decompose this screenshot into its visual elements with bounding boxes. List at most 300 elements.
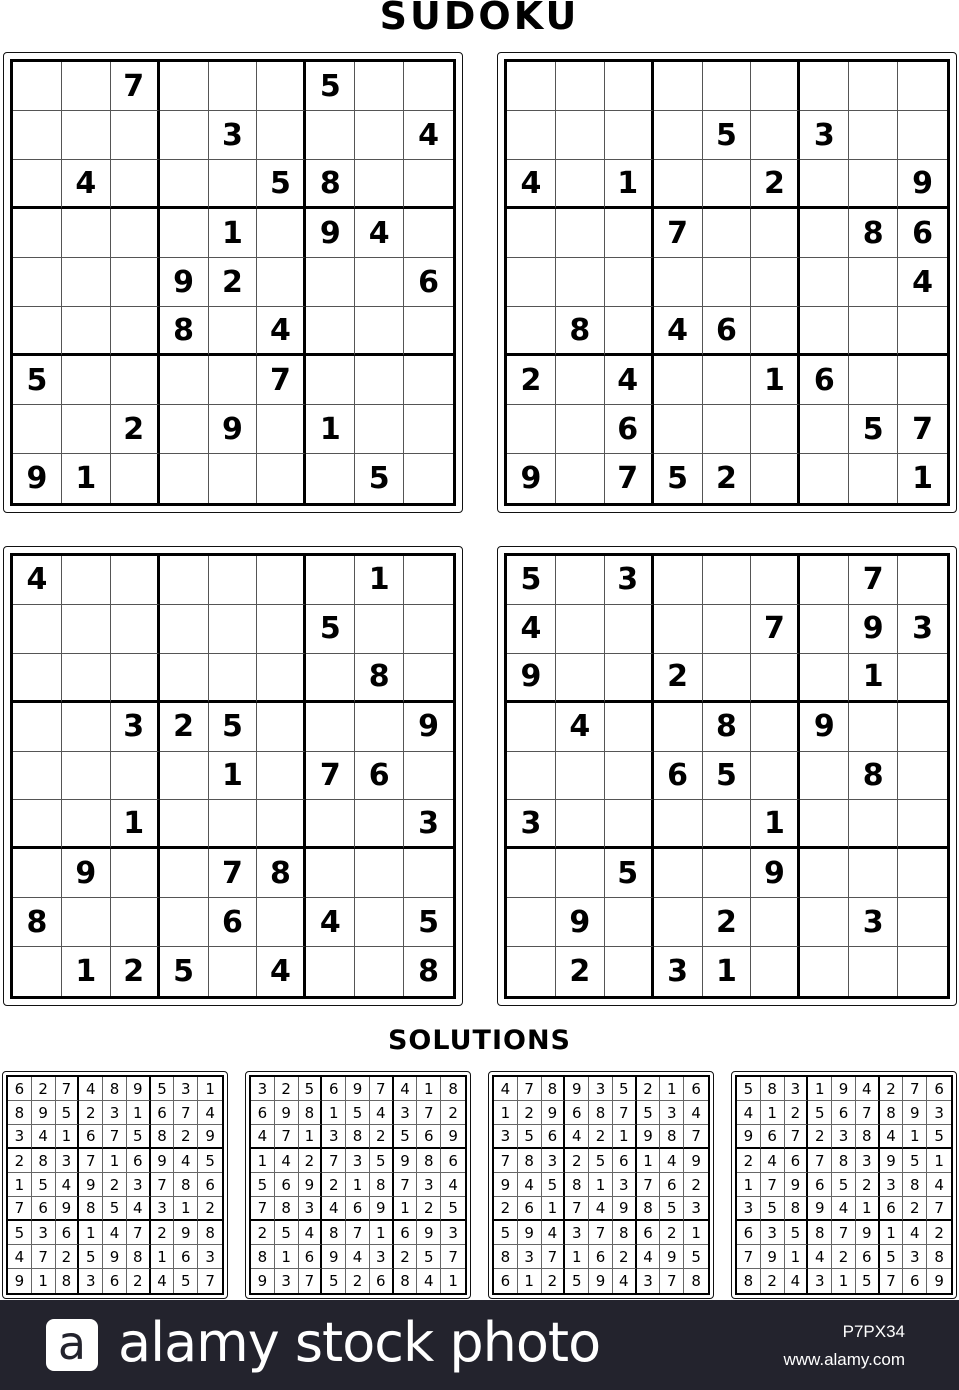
- empty-cell[interactable]: [800, 405, 849, 454]
- empty-cell[interactable]: [556, 849, 605, 898]
- empty-cell[interactable]: [160, 800, 209, 849]
- empty-cell[interactable]: [13, 654, 62, 703]
- empty-cell[interactable]: [209, 556, 258, 605]
- empty-cell[interactable]: [306, 258, 355, 307]
- empty-cell[interactable]: [703, 556, 752, 605]
- empty-cell[interactable]: [654, 800, 703, 849]
- empty-cell[interactable]: [800, 605, 849, 654]
- empty-cell[interactable]: [355, 898, 404, 947]
- empty-cell[interactable]: [404, 556, 453, 605]
- solution-cell: 2: [299, 1149, 323, 1173]
- empty-cell[interactable]: [62, 307, 111, 356]
- empty-cell[interactable]: [13, 160, 62, 209]
- empty-cell[interactable]: [898, 752, 947, 801]
- solution-cell: 5: [565, 1269, 589, 1293]
- given-cell: 2: [507, 356, 556, 405]
- empty-cell[interactable]: [160, 209, 209, 258]
- solution-cell: 8: [299, 1101, 323, 1125]
- solution-cell: 8: [174, 1173, 198, 1197]
- empty-cell[interactable]: [751, 947, 800, 996]
- solution-cell: 3: [441, 1221, 465, 1245]
- empty-cell[interactable]: [160, 356, 209, 405]
- given-cell: 5: [355, 454, 404, 503]
- empty-cell[interactable]: [209, 454, 258, 503]
- empty-cell[interactable]: [355, 160, 404, 209]
- empty-cell[interactable]: [898, 111, 947, 160]
- empty-cell[interactable]: [355, 111, 404, 160]
- empty-cell[interactable]: [849, 849, 898, 898]
- empty-cell[interactable]: [355, 356, 404, 405]
- empty-cell[interactable]: [800, 209, 849, 258]
- empty-cell[interactable]: [703, 258, 752, 307]
- empty-cell[interactable]: [355, 307, 404, 356]
- empty-cell[interactable]: [654, 62, 703, 111]
- empty-cell[interactable]: [257, 898, 306, 947]
- empty-cell[interactable]: [605, 62, 654, 111]
- empty-cell[interactable]: [111, 898, 160, 947]
- empty-cell[interactable]: [257, 111, 306, 160]
- empty-cell[interactable]: [507, 209, 556, 258]
- solution-cell: 4: [251, 1125, 275, 1149]
- empty-cell[interactable]: [306, 947, 355, 996]
- given-cell: 1: [912, 461, 933, 496]
- empty-cell[interactable]: [160, 605, 209, 654]
- empty-cell[interactable]: [556, 800, 605, 849]
- empty-cell[interactable]: [605, 654, 654, 703]
- solution-cell: 2: [542, 1269, 566, 1293]
- empty-cell[interactable]: [111, 307, 160, 356]
- empty-cell[interactable]: [703, 605, 752, 654]
- empty-cell[interactable]: [605, 898, 654, 947]
- empty-cell[interactable]: [849, 800, 898, 849]
- solution-board-3: [488, 1071, 714, 1299]
- empty-cell[interactable]: [849, 703, 898, 752]
- empty-cell[interactable]: [160, 62, 209, 111]
- empty-cell[interactable]: [751, 111, 800, 160]
- empty-cell[interactable]: [355, 405, 404, 454]
- empty-cell[interactable]: [800, 752, 849, 801]
- solution-cell: 6: [903, 1269, 927, 1293]
- empty-cell[interactable]: [605, 752, 654, 801]
- solution-cell: 8: [737, 1269, 761, 1293]
- empty-cell[interactable]: [605, 800, 654, 849]
- solution-cell: 7: [8, 1197, 32, 1221]
- solution-cell: 7: [737, 1245, 761, 1269]
- solution-cell: 2: [684, 1173, 708, 1197]
- empty-cell[interactable]: [13, 947, 62, 996]
- solution-cell: 2: [613, 1245, 637, 1269]
- given-cell: 1: [605, 160, 654, 209]
- empty-cell[interactable]: [898, 556, 947, 605]
- empty-cell[interactable]: [800, 800, 849, 849]
- empty-cell[interactable]: [306, 356, 355, 405]
- empty-cell[interactable]: [160, 454, 209, 503]
- given-cell: 1: [209, 752, 258, 801]
- empty-cell[interactable]: [257, 752, 306, 801]
- solution-cell: 1: [8, 1173, 32, 1197]
- given-cell: 1: [703, 947, 752, 996]
- empty-cell[interactable]: [800, 258, 849, 307]
- solution-cell: 7: [174, 1101, 198, 1125]
- empty-cell[interactable]: [507, 752, 556, 801]
- empty-cell[interactable]: [62, 111, 111, 160]
- given-cell: 9: [404, 703, 453, 752]
- given-cell: 6: [654, 752, 703, 801]
- empty-cell[interactable]: [160, 654, 209, 703]
- empty-cell[interactable]: [800, 556, 849, 605]
- solution-cell: 5: [103, 1197, 127, 1221]
- empty-cell[interactable]: [751, 209, 800, 258]
- empty-cell[interactable]: [257, 454, 306, 503]
- empty-cell[interactable]: [703, 62, 752, 111]
- empty-cell[interactable]: [849, 356, 898, 405]
- empty-cell[interactable]: [306, 111, 355, 160]
- empty-cell[interactable]: [209, 947, 258, 996]
- empty-cell[interactable]: [111, 258, 160, 307]
- empty-cell[interactable]: [849, 160, 898, 209]
- empty-cell[interactable]: [654, 556, 703, 605]
- empty-cell[interactable]: [306, 556, 355, 605]
- empty-cell[interactable]: [703, 849, 752, 898]
- empty-cell[interactable]: [209, 605, 258, 654]
- empty-cell[interactable]: [209, 307, 258, 356]
- empty-cell[interactable]: [404, 405, 453, 454]
- empty-cell[interactable]: [605, 111, 654, 160]
- empty-cell[interactable]: [605, 209, 654, 258]
- empty-cell[interactable]: [556, 111, 605, 160]
- solution-cell: 7: [322, 1149, 346, 1173]
- empty-cell[interactable]: [257, 62, 306, 111]
- solution-cell: 9: [151, 1149, 175, 1173]
- empty-cell[interactable]: [800, 160, 849, 209]
- empty-cell[interactable]: [62, 405, 111, 454]
- empty-cell[interactable]: [898, 356, 947, 405]
- empty-cell[interactable]: [605, 703, 654, 752]
- given-cell: 4: [654, 307, 703, 356]
- empty-cell[interactable]: [62, 800, 111, 849]
- empty-cell[interactable]: [849, 111, 898, 160]
- empty-cell[interactable]: [703, 356, 752, 405]
- given-cell: 9: [507, 454, 556, 503]
- empty-cell[interactable]: [355, 947, 404, 996]
- empty-cell[interactable]: [355, 605, 404, 654]
- empty-cell[interactable]: [257, 703, 306, 752]
- solution-cell: 3: [394, 1101, 418, 1125]
- solution-cell: 6: [761, 1125, 785, 1149]
- empty-cell[interactable]: [306, 703, 355, 752]
- empty-cell[interactable]: [209, 800, 258, 849]
- empty-cell[interactable]: [306, 849, 355, 898]
- empty-cell[interactable]: [111, 160, 160, 209]
- empty-cell[interactable]: [13, 703, 62, 752]
- empty-cell[interactable]: [849, 258, 898, 307]
- empty-cell[interactable]: [13, 209, 62, 258]
- empty-cell[interactable]: [111, 454, 160, 503]
- empty-cell[interactable]: [654, 849, 703, 898]
- solution-cell: 6: [8, 1077, 32, 1101]
- empty-cell[interactable]: [62, 703, 111, 752]
- empty-cell[interactable]: [507, 898, 556, 947]
- empty-cell[interactable]: [751, 454, 800, 503]
- empty-cell[interactable]: [556, 356, 605, 405]
- empty-cell[interactable]: [751, 752, 800, 801]
- empty-cell[interactable]: [800, 307, 849, 356]
- empty-cell[interactable]: [160, 556, 209, 605]
- empty-cell[interactable]: [898, 62, 947, 111]
- empty-cell[interactable]: [751, 62, 800, 111]
- empty-cell[interactable]: [751, 405, 800, 454]
- empty-cell[interactable]: [703, 800, 752, 849]
- solution-cell: 1: [785, 1245, 809, 1269]
- empty-cell[interactable]: [751, 258, 800, 307]
- empty-cell[interactable]: [654, 111, 703, 160]
- empty-cell[interactable]: [209, 654, 258, 703]
- empty-cell[interactable]: [62, 654, 111, 703]
- empty-cell[interactable]: [257, 800, 306, 849]
- empty-cell[interactable]: [13, 849, 62, 898]
- empty-cell[interactable]: [62, 356, 111, 405]
- empty-cell[interactable]: [404, 62, 453, 111]
- empty-cell[interactable]: [257, 258, 306, 307]
- solution-cell: 6: [737, 1221, 761, 1245]
- empty-cell[interactable]: [898, 800, 947, 849]
- empty-cell[interactable]: [306, 800, 355, 849]
- empty-cell[interactable]: [898, 947, 947, 996]
- empty-cell[interactable]: [13, 62, 62, 111]
- empty-cell[interactable]: [654, 160, 703, 209]
- empty-cell[interactable]: [654, 898, 703, 947]
- empty-cell[interactable]: [257, 405, 306, 454]
- empty-cell[interactable]: [556, 454, 605, 503]
- empty-cell[interactable]: [507, 258, 556, 307]
- empty-cell[interactable]: [751, 898, 800, 947]
- empty-cell[interactable]: [556, 605, 605, 654]
- empty-cell[interactable]: [507, 307, 556, 356]
- empty-cell[interactable]: [556, 752, 605, 801]
- given-cell: 4: [404, 111, 453, 160]
- empty-cell[interactable]: [62, 605, 111, 654]
- empty-cell[interactable]: [355, 849, 404, 898]
- solution-cell: 8: [637, 1197, 661, 1221]
- solution-cell: 8: [761, 1077, 785, 1101]
- empty-cell[interactable]: [111, 356, 160, 405]
- empty-cell[interactable]: [355, 62, 404, 111]
- empty-cell[interactable]: [62, 258, 111, 307]
- empty-cell[interactable]: [306, 454, 355, 503]
- empty-cell[interactable]: [160, 160, 209, 209]
- empty-cell[interactable]: [209, 160, 258, 209]
- empty-cell[interactable]: [556, 258, 605, 307]
- solution-cell: 6: [322, 1077, 346, 1101]
- empty-cell[interactable]: [355, 800, 404, 849]
- solution-cell: 5: [346, 1101, 370, 1125]
- empty-cell[interactable]: [13, 605, 62, 654]
- given-cell: 2: [703, 454, 752, 503]
- empty-cell[interactable]: [13, 258, 62, 307]
- empty-cell[interactable]: [556, 160, 605, 209]
- solution-cell: 3: [880, 1173, 904, 1197]
- empty-cell[interactable]: [556, 62, 605, 111]
- empty-cell[interactable]: [257, 654, 306, 703]
- solution-cell: 2: [761, 1269, 785, 1293]
- empty-cell[interactable]: [605, 307, 654, 356]
- solution-cell: 9: [637, 1125, 661, 1149]
- solution-cell: 6: [785, 1149, 809, 1173]
- empty-cell[interactable]: [849, 62, 898, 111]
- empty-cell[interactable]: [849, 947, 898, 996]
- empty-cell[interactable]: [507, 62, 556, 111]
- empty-cell[interactable]: [751, 556, 800, 605]
- empty-cell[interactable]: [404, 209, 453, 258]
- empty-cell[interactable]: [404, 849, 453, 898]
- solution-cell: 7: [903, 1077, 927, 1101]
- empty-cell[interactable]: [605, 605, 654, 654]
- empty-cell[interactable]: [13, 405, 62, 454]
- solution-cell: 2: [637, 1077, 661, 1101]
- empty-cell[interactable]: [404, 307, 453, 356]
- empty-cell[interactable]: [13, 111, 62, 160]
- empty-cell[interactable]: [654, 258, 703, 307]
- solution-cell: 8: [691, 1272, 701, 1290]
- empty-cell[interactable]: [62, 752, 111, 801]
- empty-cell[interactable]: [507, 111, 556, 160]
- empty-cell[interactable]: [111, 209, 160, 258]
- empty-cell[interactable]: [751, 307, 800, 356]
- empty-cell[interactable]: [13, 307, 62, 356]
- empty-cell[interactable]: [654, 703, 703, 752]
- empty-cell[interactable]: [556, 654, 605, 703]
- empty-cell[interactable]: [800, 654, 849, 703]
- empty-cell[interactable]: [654, 605, 703, 654]
- empty-cell[interactable]: [800, 454, 849, 503]
- empty-cell[interactable]: [703, 209, 752, 258]
- empty-cell[interactable]: [898, 898, 947, 947]
- empty-cell[interactable]: [507, 703, 556, 752]
- empty-cell[interactable]: [751, 654, 800, 703]
- empty-cell[interactable]: [898, 703, 947, 752]
- solution-cell: 3: [613, 1173, 637, 1197]
- empty-cell[interactable]: [404, 605, 453, 654]
- empty-cell[interactable]: [800, 62, 849, 111]
- solution-cell: 4: [394, 1077, 418, 1101]
- solution-cell: 5: [174, 1269, 198, 1293]
- solution-cell: 6: [660, 1173, 684, 1197]
- empty-cell[interactable]: [160, 898, 209, 947]
- solution-cell: 8: [660, 1125, 684, 1149]
- empty-cell[interactable]: [703, 160, 752, 209]
- empty-cell[interactable]: [404, 654, 453, 703]
- empty-cell[interactable]: [507, 405, 556, 454]
- empty-cell[interactable]: [800, 849, 849, 898]
- solution-cell: 4: [299, 1221, 323, 1245]
- solution-cell: 1: [660, 1077, 684, 1101]
- empty-cell[interactable]: [849, 454, 898, 503]
- empty-cell[interactable]: [209, 62, 258, 111]
- solution-cell: 7: [660, 1269, 684, 1293]
- empty-cell[interactable]: [62, 898, 111, 947]
- solution-cell: 3: [660, 1101, 684, 1125]
- empty-cell[interactable]: [404, 160, 453, 209]
- solution-cell: 7: [394, 1173, 418, 1197]
- empty-cell[interactable]: [111, 111, 160, 160]
- empty-cell[interactable]: [111, 556, 160, 605]
- solution-cell: 7: [856, 1101, 880, 1125]
- solution-cell: 7: [832, 1221, 856, 1245]
- solution-cell: 8: [151, 1125, 175, 1149]
- solution-cell: 4: [832, 1197, 856, 1221]
- empty-cell[interactable]: [556, 405, 605, 454]
- empty-cell[interactable]: [13, 800, 62, 849]
- empty-cell[interactable]: [257, 605, 306, 654]
- empty-cell[interactable]: [111, 654, 160, 703]
- empty-cell[interactable]: [556, 209, 605, 258]
- empty-cell[interactable]: [849, 307, 898, 356]
- empty-cell[interactable]: [404, 356, 453, 405]
- solution-cell: 1: [880, 1221, 904, 1245]
- empty-cell[interactable]: [306, 654, 355, 703]
- given-cell: 1: [355, 556, 404, 605]
- empty-cell[interactable]: [703, 654, 752, 703]
- solution-cell: 3: [832, 1125, 856, 1149]
- solution-cell: 5: [441, 1197, 465, 1221]
- given-cell: 5: [654, 454, 703, 503]
- empty-cell[interactable]: [507, 849, 556, 898]
- solution-cell: 8: [346, 1125, 370, 1149]
- puzzle-board-4: [497, 546, 957, 1006]
- given-cell: 2: [209, 258, 258, 307]
- solution-cell: 2: [832, 1245, 856, 1269]
- given-cell: 7: [898, 405, 947, 454]
- empty-cell[interactable]: [160, 752, 209, 801]
- empty-cell[interactable]: [800, 898, 849, 947]
- empty-cell[interactable]: [62, 62, 111, 111]
- empty-cell[interactable]: [355, 258, 404, 307]
- empty-cell[interactable]: [404, 454, 453, 503]
- page-title: SUDOKU: [379, 0, 580, 38]
- solution-cell: 7: [684, 1125, 708, 1149]
- empty-cell[interactable]: [654, 405, 703, 454]
- empty-cell[interactable]: [404, 752, 453, 801]
- empty-cell[interactable]: [160, 405, 209, 454]
- empty-cell[interactable]: [355, 703, 404, 752]
- empty-cell[interactable]: [13, 752, 62, 801]
- empty-cell[interactable]: [751, 703, 800, 752]
- empty-cell[interactable]: [898, 307, 947, 356]
- empty-cell[interactable]: [605, 258, 654, 307]
- empty-cell[interactable]: [654, 356, 703, 405]
- empty-cell[interactable]: [605, 947, 654, 996]
- empty-cell[interactable]: [306, 307, 355, 356]
- empty-cell[interactable]: [111, 752, 160, 801]
- empty-cell[interactable]: [898, 849, 947, 898]
- empty-cell[interactable]: [800, 947, 849, 996]
- empty-cell[interactable]: [62, 556, 111, 605]
- empty-cell[interactable]: [703, 405, 752, 454]
- empty-cell[interactable]: [257, 209, 306, 258]
- solution-cell: 7: [785, 1125, 809, 1149]
- empty-cell[interactable]: [111, 605, 160, 654]
- empty-cell[interactable]: [62, 209, 111, 258]
- empty-cell[interactable]: [507, 947, 556, 996]
- empty-cell[interactable]: [898, 654, 947, 703]
- empty-cell[interactable]: [209, 356, 258, 405]
- empty-cell[interactable]: [160, 849, 209, 898]
- empty-cell[interactable]: [257, 556, 306, 605]
- empty-cell[interactable]: [556, 556, 605, 605]
- empty-cell[interactable]: [160, 111, 209, 160]
- solution-cell: 3: [56, 1149, 80, 1173]
- empty-cell[interactable]: [111, 849, 160, 898]
